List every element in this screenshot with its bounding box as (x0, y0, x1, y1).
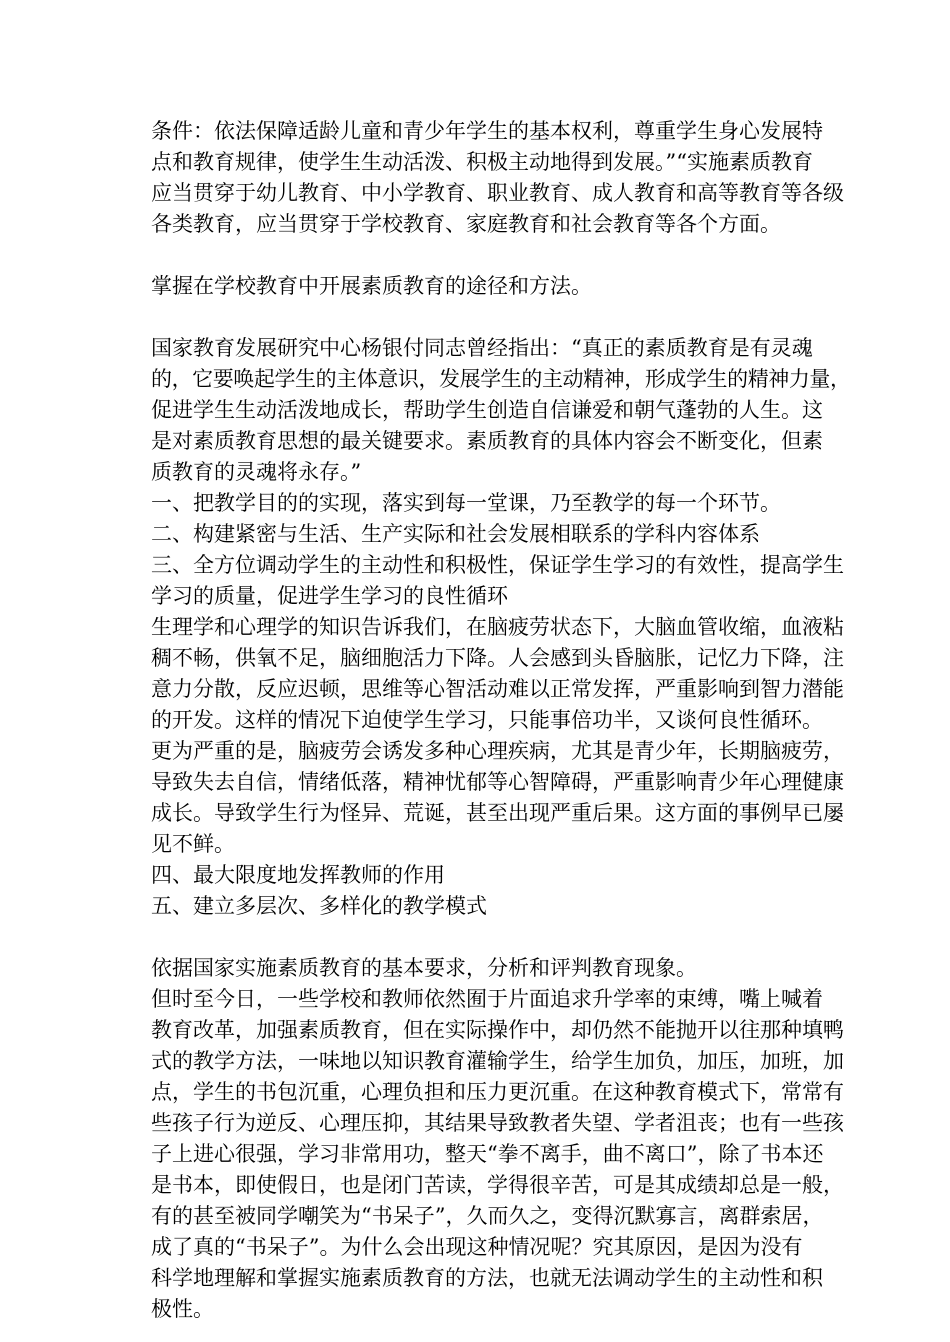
text-line: 质教育的灵魂将永存。” (151, 460, 362, 484)
text-line: 导致失去自信，情绪低落，精神忧郁等心智障碍，严重影响青少年心理健康 (151, 770, 844, 794)
text-line: 是对素质教育思想的最关键要求。素质教育的具体内容会不断变化，但素 (151, 429, 823, 453)
section-heading: 依据国家实施素质教育的基本要求，分析和评判教育现象。 (151, 956, 697, 980)
text-line: 式的教学方法，一味地以知识教育灌输学生，给学生加负，加压，加班，加 (151, 1049, 844, 1073)
text-line: 的开发。这样的情况下迫使学生学习，只能事倍功半，又谈何良性循环。 (151, 708, 823, 732)
list-item: 一、把教学目的的实现，落实到每一堂课，乃至教学的每一个环节。 (151, 491, 781, 515)
text-line: 国家教育发展研究中心杨银付同志曾经指出：“真正的素质教育是有灵魂 (151, 336, 813, 360)
list-item: 三、全方位调动学生的主动性和积极性，保证学生学习的有效性，提高学生 (151, 553, 844, 577)
paragraph-gap (151, 922, 851, 953)
text-line: 学习的质量，促进学生学习的良性循环 (151, 584, 508, 608)
list-item: 四、最大限度地发挥教师的作用 (151, 863, 445, 887)
text-line: 生理学和心理学的知识告诉我们，在脑疲劳状态下，大脑血管收缩，血液粘 (151, 615, 844, 639)
text-line: 稠不畅，供氧不足，脑细胞活力下降。人会感到头昏脑胀，记忆力下降，注 (151, 646, 844, 670)
text-line: 但时至今日，一些学校和教师依然囿于片面追求升学率的束缚，嘴上喊着 (151, 987, 823, 1011)
text-line: 应当贯穿于幼儿教育、中小学教育、职业教育、成人教育和高等教育等各级 (151, 181, 844, 205)
text-line: 更为严重的是，脑疲劳会诱发多种心理疾病，尤其是青少年，长期脑疲劳， (151, 739, 844, 763)
text-line: 有的甚至被同学嘲笑为“书呆子”，久而久之，变得沉默寡言，离群索居， (151, 1204, 824, 1228)
paragraph (151, 116, 851, 240)
list-item: 五、建立多层次、多样化的教学模式 (151, 894, 487, 918)
text-line: 点和教育规律，使学生生动活泼、积极主动地得到发展。”“实施素质教育 (151, 150, 813, 174)
text-line: 促进学生生动活泼地成长，帮助学生创造自信谦爱和朝气蓬勃的人生。这 (151, 398, 823, 422)
text-line: 极性。 (151, 1297, 214, 1321)
text-line: 科学地理解和掌握实施素质教育的方法，也就无法调动学生的主动性和积 (151, 1266, 823, 1290)
paragraph-gap (151, 240, 851, 271)
text-line: 见不鲜。 (151, 832, 235, 856)
text-line: 的，它要唤起学生的主体意识，发展学生的主动精神，形成学生的精神力量， (151, 367, 851, 391)
paragraph-gap (151, 302, 851, 333)
list-item: 二、构建紧密与生活、生产实际和社会发展相联系的学科内容体系 (151, 522, 760, 546)
text-line: 成了真的“书呆子”。为什么会出现这种情况呢？究其原因，是因为没有 (151, 1235, 803, 1259)
document-body (151, 116, 851, 1325)
paragraph (151, 953, 851, 1325)
text-line: 点，学生的书包沉重，心理负担和压力更沉重。在这种教育模式下，常常有 (151, 1080, 844, 1104)
paragraph (151, 333, 851, 922)
text-line: 意力分散，反应迟顿，思维等心智活动难以正常发挥，严重影响到智力潜能 (151, 677, 844, 701)
section-heading: 掌握在学校教育中开展素质教育的途径和方法。 (151, 274, 592, 298)
text-line: 各类教育，应当贯穿于学校教育、家庭教育和社会教育等各个方面。 (151, 212, 781, 236)
text-line: 教育改革，加强素质教育，但在实际操作中，却仍然不能抛开以往那种填鸭 (151, 1018, 844, 1042)
text-line: 是书本，即使假日，也是闭门苦读，学得很辛苦，可是其成绩却总是一般， (151, 1173, 844, 1197)
text-line: 子上进心很强，学习非常用功，整天“拳不离手，曲不离口”，除了书本还 (151, 1142, 824, 1166)
text-line: 些孩子行为逆反、心理压抑，其结果导致教者失望、学者沮丧；也有一些孩 (151, 1111, 844, 1135)
text-line: 条件：依法保障适龄儿童和青少年学生的基本权利，尊重学生身心发展特 (151, 119, 823, 143)
text-line: 成长。导致学生行为怪异、荒诞，甚至出现严重后果。这方面的事例早已屡 (151, 801, 844, 825)
paragraph (151, 271, 851, 302)
